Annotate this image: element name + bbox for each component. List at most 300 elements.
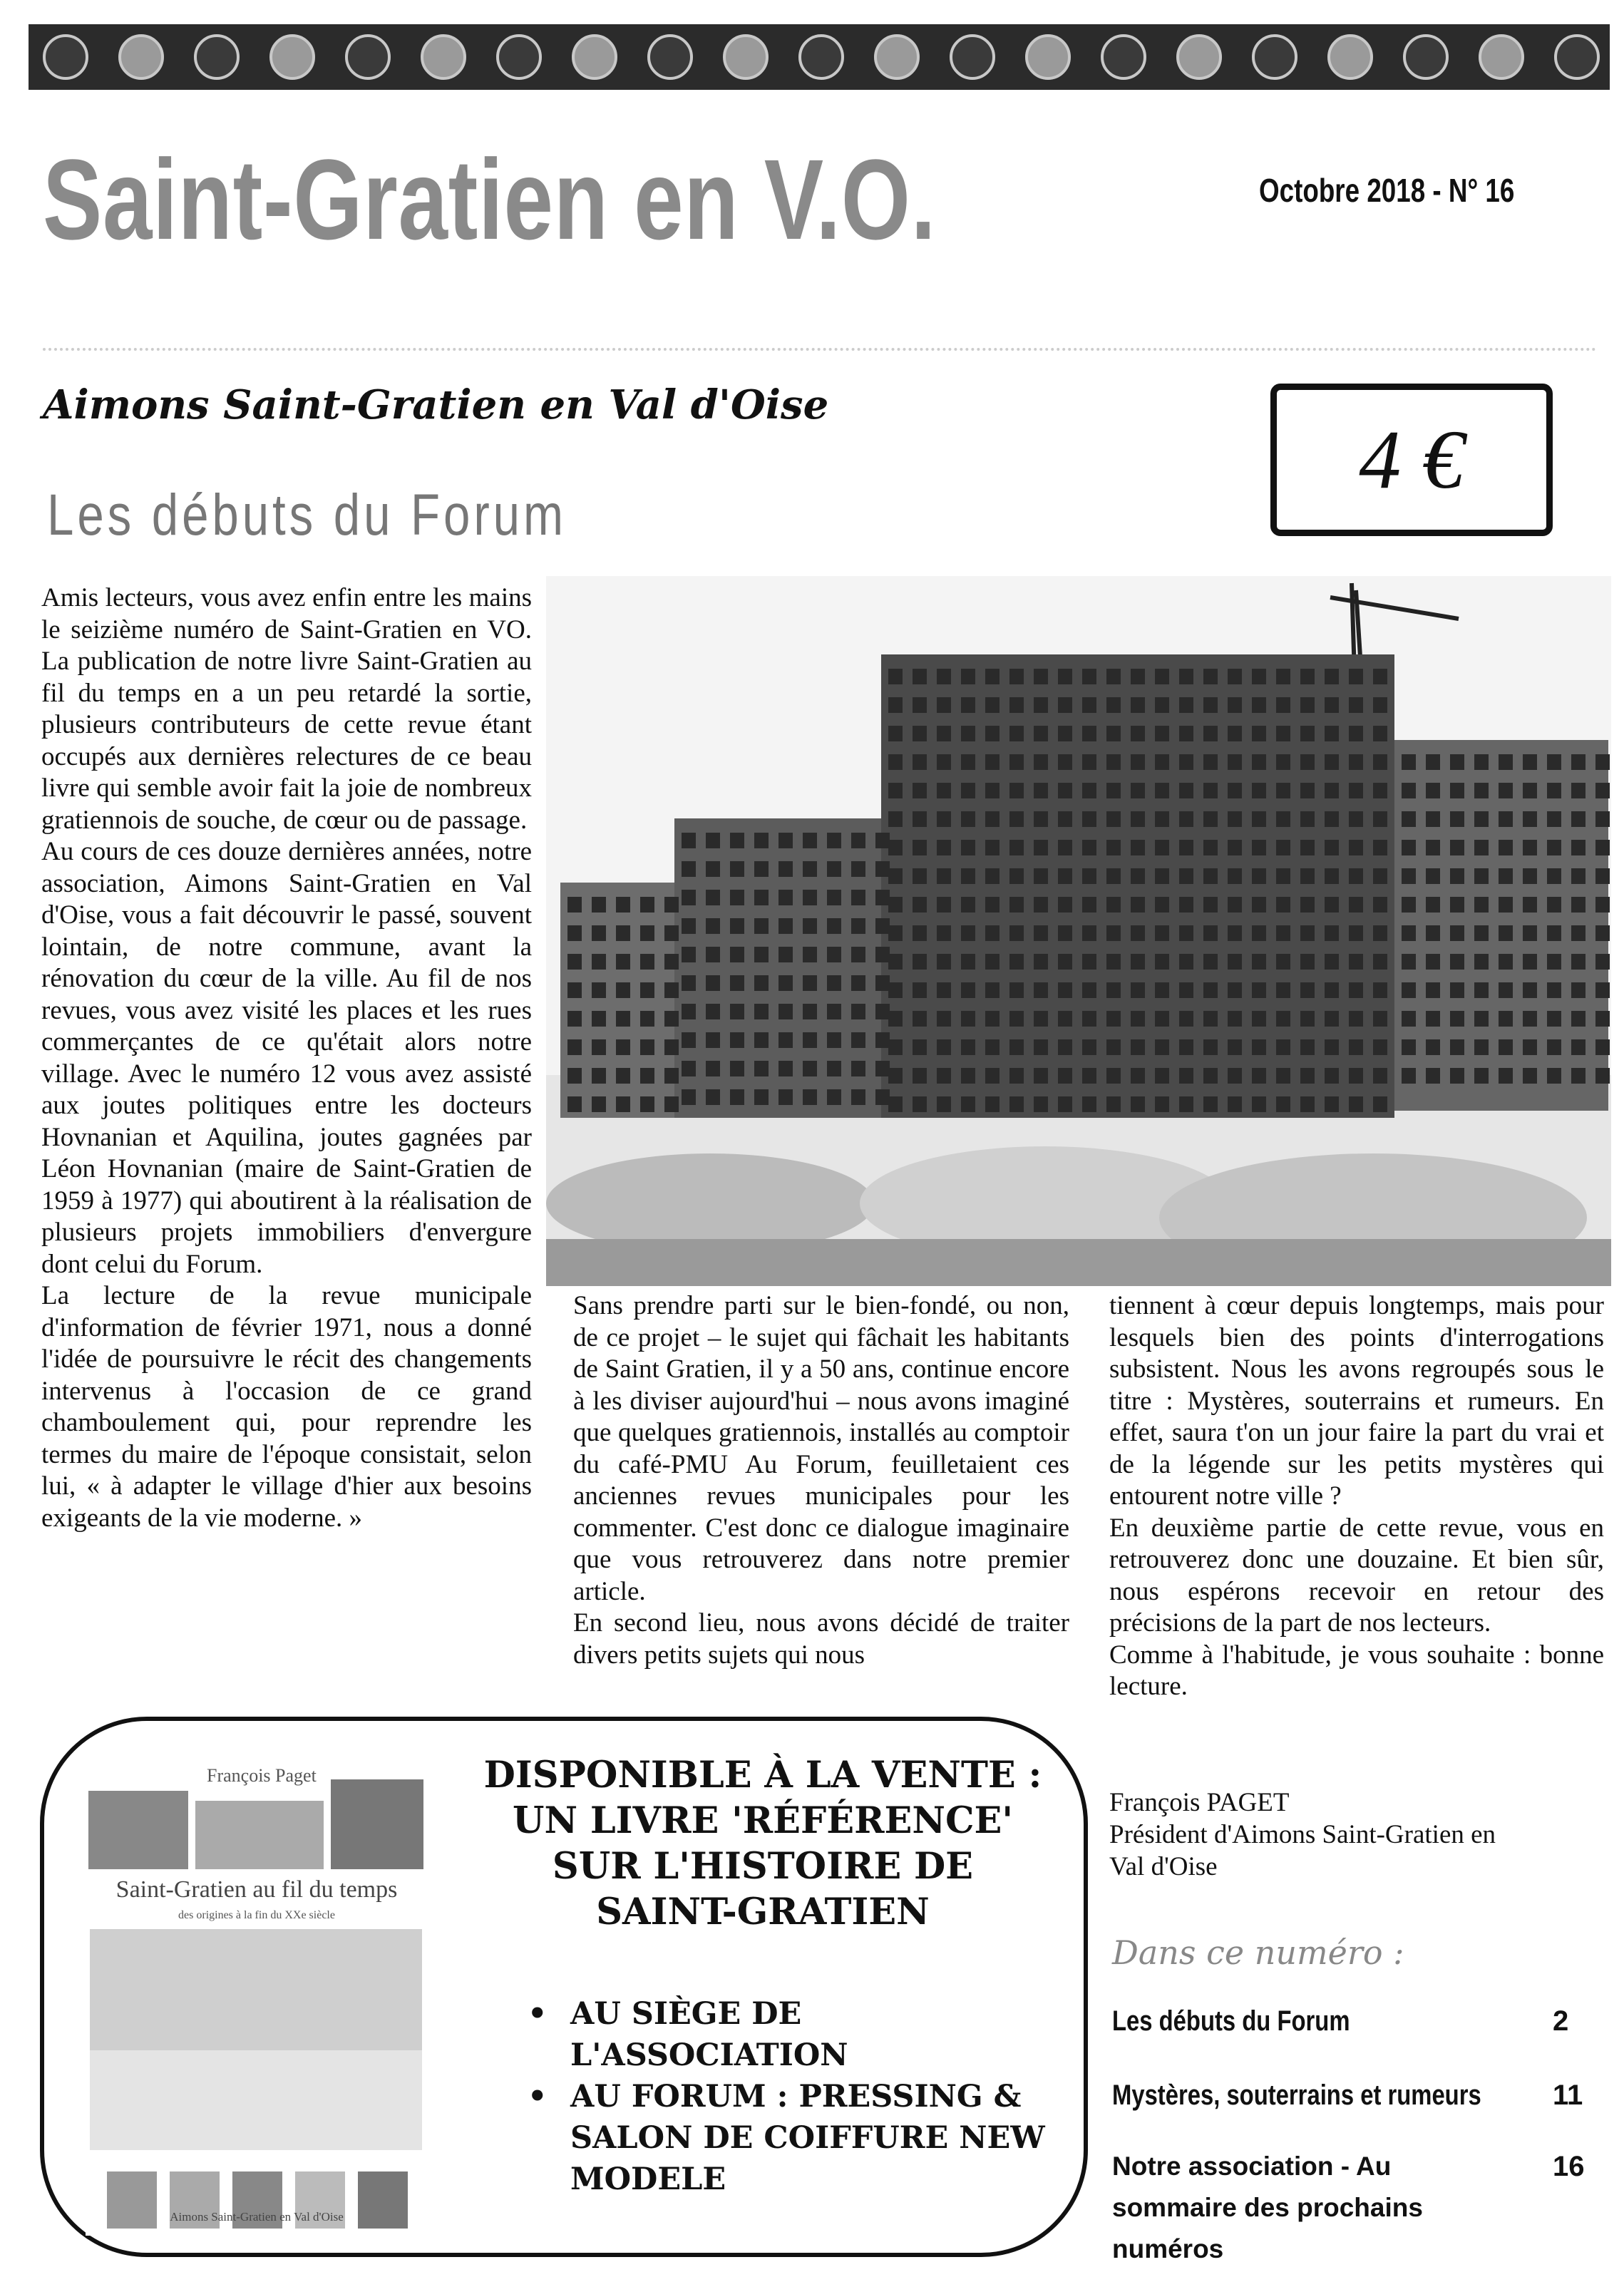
photo-window [1155,1039,1169,1055]
photo-window [1179,1011,1193,1027]
photo-window [682,1004,696,1019]
band-dot [800,36,843,78]
photo-window [1325,726,1339,741]
photo-window [730,947,744,962]
photo-window [803,1089,817,1105]
photo-window [1252,1096,1266,1112]
photo-window [1082,897,1096,913]
photo-window [851,1061,865,1076]
photo-window [1228,840,1242,855]
photo-window [985,1096,999,1112]
photo-window [1547,811,1561,827]
photo-window [1252,754,1266,770]
photo-window [567,982,582,998]
photo-window [985,811,999,827]
photo-window [730,975,744,991]
photo-window [1450,783,1464,798]
photo-window [1228,925,1242,941]
photo-window [1082,1068,1096,1084]
photo-window [1349,954,1363,970]
photo-window [1179,897,1193,913]
toc-title: Dans ce numéro : [1112,1933,1404,1972]
photo-window [1547,954,1561,970]
photo-window [875,833,890,848]
photo-window [664,925,679,941]
photo-window [664,1068,679,1084]
photo-window [1547,982,1561,998]
photo-window [640,954,654,970]
photo-window [1131,840,1145,855]
paragraph: En deuxième partie de cette revue, vous en retrouverez donc une douzaine. Et bien sûr, nous espérons recevoir en retour des précisions de la part de nos lecteurs. [1109,1513,1604,1638]
photo-window [682,975,696,991]
photo-window [888,897,903,913]
photo-window [1009,811,1024,827]
photo-window [1179,982,1193,998]
photo-window [1058,1068,1072,1084]
photo-window [1106,1096,1121,1112]
photo-window [961,897,975,913]
photo-window [937,754,951,770]
paragraph: Sans prendre parti sur le bien-fondé, ou non, de ce projet – le sujet qui fâchait les habitants de Saint Gratien, il y a 50 ans, continue encore à les diviser aujourd'hui – nous avons imaginé que quelques gratiennois, installés au comptoir du café-PMU Au Forum, feuilletaient ces anciennes revues municipales pour les commenter. C'est donc ce dialogue imaginaire que vous retrouverez dans notre premier article. [573,1291,1069,1606]
book-author: François Paget [207,1765,317,1786]
photo-window [1252,840,1266,855]
photo-window [1058,1096,1072,1112]
band-dot [1178,36,1220,78]
photo-window [1276,697,1290,713]
photo-window [1179,868,1193,884]
photo-window [985,868,999,884]
photo-window [640,1039,654,1055]
photo-window [1155,868,1169,884]
photo-window [754,1032,769,1048]
photo-window [803,890,817,905]
photo-window [1106,783,1121,798]
photo-window [1300,1011,1315,1027]
photo-window [1009,982,1024,998]
photo-window [937,726,951,741]
photo-window [592,1011,606,1027]
photo-window [1155,697,1169,713]
photo-window [640,982,654,998]
photo-window [1034,783,1048,798]
photo-window [985,783,999,798]
photo-window [1155,726,1169,741]
price-badge [1270,384,1553,536]
photo-window [1523,754,1537,770]
photo-window [682,918,696,934]
photo-window [730,1061,744,1076]
photo-window [567,954,582,970]
photo-window [706,1032,720,1048]
photo-window [851,1089,865,1105]
photo-window [1402,1011,1416,1027]
photo-window [1373,840,1387,855]
photo-window [827,975,841,991]
association-name: Aimons Saint-Gratien en Val d'Oise [43,381,829,428]
photo-window [1131,783,1145,798]
photo-window [1034,1096,1048,1112]
photo-window [592,1068,606,1084]
photo-window [682,1061,696,1076]
photo-window [1082,1096,1096,1112]
photo-window [1228,811,1242,827]
photo-window [754,833,769,848]
photo-window [778,918,793,934]
toc-item-label: Mystères, souterrains et rumeurs [1112,2080,1481,2111]
photo-window [706,918,720,934]
photo-window [961,1011,975,1027]
photo-window [875,1089,890,1105]
photo-window [1402,868,1416,884]
photo-window [803,861,817,877]
photo-window [851,833,865,848]
photo-window [1203,811,1218,827]
article-headline: Les débuts du Forum [47,483,567,548]
photo-window [1276,1039,1290,1055]
photo-window [1571,1039,1586,1055]
photo-window [640,897,654,913]
photo-window [1300,954,1315,970]
photo-window [1474,897,1489,913]
photo-window [803,918,817,934]
photo-window [640,1068,654,1084]
photo-window [1155,783,1169,798]
photo-window [1595,840,1610,855]
photo-window [961,954,975,970]
photo-window [1300,868,1315,884]
photo-window [682,890,696,905]
masthead-title: Saint-Gratien en V.O. [43,135,937,263]
photo-window [1034,1039,1048,1055]
photo-window [1082,783,1096,798]
photo-window [1523,840,1537,855]
photo-window [1426,868,1440,884]
photo-window [913,840,927,855]
photo-window [1131,1011,1145,1027]
article-column-2 [573,1290,1069,1671]
paragraph: En second lieu, nous avons décidé de traiter divers petits sujets qui nous [573,1608,1069,1670]
photo-window [1203,982,1218,998]
photo-window [1450,925,1464,941]
photo-window [1203,925,1218,941]
photo-window [1131,925,1145,941]
photo-window [1523,811,1537,827]
photo-window [1474,783,1489,798]
photo-window [875,947,890,962]
photo-window [985,840,999,855]
photo-window [1009,754,1024,770]
photo-window [1252,1039,1266,1055]
photo-window [1300,697,1315,713]
photo-window [1450,1039,1464,1055]
photo-window [985,697,999,713]
photo-window [1252,811,1266,827]
photo-window [1009,925,1024,941]
toc-item-page: 11 [1553,2080,1583,2111]
photo-window [1106,726,1121,741]
photo-window [1373,1039,1387,1055]
photo-window [913,897,927,913]
photo-window [1155,1011,1169,1027]
photo-window [1499,1068,1513,1084]
photo-window [1203,726,1218,741]
photo-window [985,1068,999,1084]
photo-window [1009,868,1024,884]
photo-window [1499,754,1513,770]
photo-window [682,861,696,877]
photo-window [985,954,999,970]
photo-window [1058,954,1072,970]
photo-window [1058,868,1072,884]
photo-window [754,918,769,934]
photo-window [937,840,951,855]
photo-window [1349,1039,1363,1055]
photo-window [827,947,841,962]
band-dot [1556,36,1598,78]
photo-window [1373,811,1387,827]
photo-window [1426,1039,1440,1055]
photo-window [1547,783,1561,798]
band-dot [195,36,238,78]
photo-window [851,975,865,991]
photo-window [664,1011,679,1027]
photo-window [1402,954,1416,970]
band-dot [724,36,767,78]
photo-window [1179,925,1193,941]
photo-window [961,1039,975,1055]
photo-window [1402,811,1416,827]
photo-window [1523,1068,1537,1084]
toc-item[interactable] [1112,2146,1590,2270]
photo-window [1300,840,1315,855]
photo-window [1325,1068,1339,1084]
photo-window [778,861,793,877]
photo-window [664,897,679,913]
sale-locations [528,1993,1055,2200]
photo-window [1131,726,1145,741]
photo-window [1034,897,1048,913]
photo-window [1082,840,1096,855]
photo-window [778,1004,793,1019]
photo-window [664,982,679,998]
photo-window [913,697,927,713]
book-publisher: Aimons Saint-Gratien en Val d'Oise [170,2210,344,2224]
photo-window [1325,982,1339,998]
photo-window [1228,726,1242,741]
photo-window [1300,1068,1315,1084]
photo-window [888,783,903,798]
photo-window [1034,754,1048,770]
sale-heading-line: SUR L'HISTOIRE DE [552,1845,974,1888]
photo-window [1252,697,1266,713]
photo-window [1203,897,1218,913]
photo-window [1523,1039,1537,1055]
photo-window [888,697,903,713]
photo-window [1228,982,1242,998]
photo-window [1349,925,1363,941]
photo-window [913,726,927,741]
toc-item-page: 2 [1553,2005,1569,2037]
photo-window [682,1032,696,1048]
band-dot [951,36,994,78]
photo-window [592,1096,606,1112]
photo-window [937,982,951,998]
photo-window [1058,840,1072,855]
photo-window [1034,1068,1048,1084]
photo-window [1325,754,1339,770]
band-dot [346,36,389,78]
photo-window [1325,1039,1339,1055]
forum-construction-photo [546,576,1611,1286]
photo-window [1373,726,1387,741]
photo-window [1523,897,1537,913]
photo-window [778,947,793,962]
photo-window [1009,1039,1024,1055]
photo-window [640,925,654,941]
photo-window [1009,726,1024,741]
photo-window [1058,669,1072,684]
photo-window [1547,1068,1561,1084]
photo-window [730,918,744,934]
photo-window [592,982,606,998]
photo-window [1179,726,1193,741]
photo-window [1595,783,1610,798]
photo-window [1131,1096,1145,1112]
photo-window [616,982,630,998]
photo-window [778,1089,793,1105]
photo-window [1179,1096,1193,1112]
photo-window [1499,897,1513,913]
photo-window [803,975,817,991]
toc-item[interactable] [1112,2075,1590,2116]
photo-window [1058,982,1072,998]
photo-window [937,897,951,913]
photo-window [1082,726,1096,741]
photo-window [1276,1068,1290,1084]
photo-window [1595,954,1610,970]
photo-window [803,833,817,848]
photo-window [1595,1011,1610,1027]
sale-heading-line: DISPONIBLE À LA VENTE : [483,1754,1042,1797]
photo-window [1009,840,1024,855]
photo-window [1131,954,1145,970]
photo-window [592,1039,606,1055]
photo-window [1106,840,1121,855]
photo-window [1155,1096,1169,1112]
photo-window [1203,840,1218,855]
photo-window [1349,697,1363,713]
photo-window [1349,783,1363,798]
photo-window [888,811,903,827]
photo-window [961,669,975,684]
photo-window [730,1032,744,1048]
photo-window [1373,897,1387,913]
photo-window [1402,1039,1416,1055]
photo-window [985,754,999,770]
photo-window [913,925,927,941]
photo-window [1252,783,1266,798]
photo-window [567,1068,582,1084]
photo-window [1300,669,1315,684]
photo-window [1499,982,1513,998]
photo-window [1034,697,1048,713]
photo-window [913,982,927,998]
photo-window [1009,954,1024,970]
band-dot [1329,36,1372,78]
photo-window [1058,697,1072,713]
photo-window [1325,783,1339,798]
photo-window [937,697,951,713]
photo-window [616,897,630,913]
photo-window [616,1096,630,1112]
photo-window [1595,1039,1610,1055]
band-dot [1480,36,1523,78]
photo-window [1228,697,1242,713]
photo-window [937,868,951,884]
photo-window [1155,840,1169,855]
photo-window [1009,697,1024,713]
photo-window [1300,1039,1315,1055]
photo-window [851,918,865,934]
photo-window [1276,726,1290,741]
photo-window [1595,868,1610,884]
photo-window [1203,783,1218,798]
photo-window [567,1011,582,1027]
photo-window [1474,1039,1489,1055]
photo-window [706,1089,720,1105]
photo-window [1082,1039,1096,1055]
photo-window [1203,669,1218,684]
photo-window [730,890,744,905]
photo-window [1131,754,1145,770]
photo-window [888,840,903,855]
photo-window [985,1039,999,1055]
photo-window [1034,811,1048,827]
photo-window [1082,925,1096,941]
photo-window [1252,669,1266,684]
divider [43,348,1597,351]
photo-window [778,1032,793,1048]
photo-window [730,833,744,848]
photo-window [913,954,927,970]
photo-window [1547,1039,1561,1055]
photo-window [1058,897,1072,913]
photo-window [616,925,630,941]
band-dot [44,36,87,78]
photo-window [1009,1096,1024,1112]
sale-location-item: • AU SIÈGE DE L'ASSOCIATION [528,1993,1055,2076]
photo-window [1426,954,1440,970]
photo-window [937,1068,951,1084]
photo-window [640,1011,654,1027]
photo-window [682,947,696,962]
photo-window [827,918,841,934]
photo-window [1009,783,1024,798]
photo-window [961,811,975,827]
photo-window [1426,1011,1440,1027]
photo-window [1349,1096,1363,1112]
photo-window [1547,840,1561,855]
photo-window [1402,1068,1416,1084]
toc-item[interactable] [1112,2000,1590,2042]
photo-window [706,947,720,962]
photo-window [1082,697,1096,713]
photo-window [1252,982,1266,998]
photo-window [682,1089,696,1105]
photo-window [937,925,951,941]
photo-window [1276,669,1290,684]
photo-window [1228,754,1242,770]
